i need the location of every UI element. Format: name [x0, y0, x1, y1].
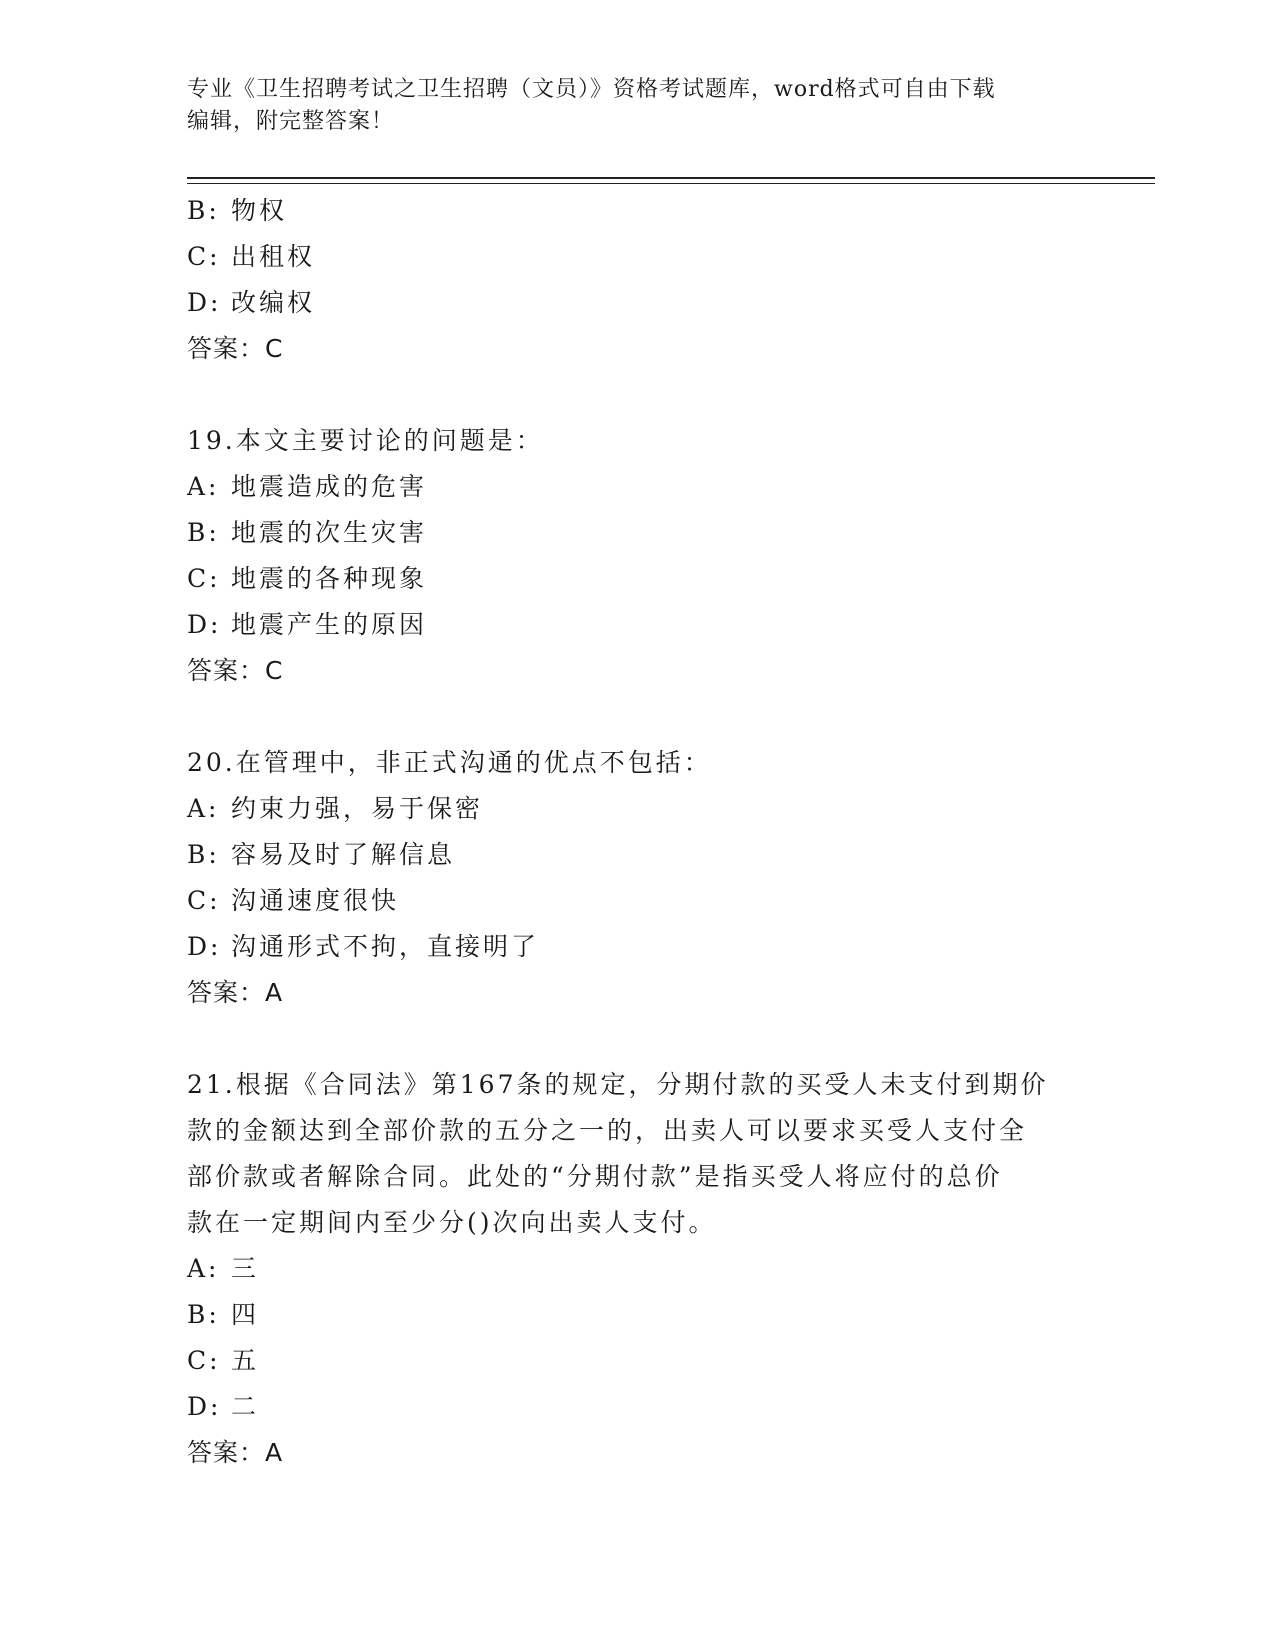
question-stem-line: 21.根据《合同法》第167条的规定，分期付款的买受人未支付到期价: [187, 1070, 1049, 1099]
option-letter: B:: [187, 196, 220, 225]
question-list: [187, 188, 1087, 1476]
option-letter: D:: [187, 932, 222, 961]
option-d: [187, 924, 1087, 970]
option-text: 五: [231, 1346, 260, 1375]
option-letter: B:: [187, 840, 220, 869]
option-text: 约束力强，易于保密: [231, 794, 484, 823]
option-letter: C:: [187, 886, 221, 915]
header-line-1: 专业《卫生招聘考试之卫生招聘（文员）》资格考试题库，word格式可自由下载: [187, 77, 996, 102]
option-text: 四: [231, 1300, 260, 1329]
option-a: [187, 464, 1087, 510]
answer-line: 答案：A: [187, 978, 284, 1007]
option-text: 沟通形式不拘，直接明了: [231, 932, 540, 961]
option-d: [187, 280, 1087, 326]
question-stem: 19.本文主要讨论的问题是：: [187, 426, 544, 455]
option-text: 改编权: [231, 288, 316, 317]
option-text: 地震的次生灾害: [231, 518, 428, 547]
spacer: [187, 694, 1087, 740]
question-stem-line: 部价款或者解除合同。此处的“分期付款”是指买受人将应付的总价: [187, 1162, 1003, 1191]
question-stem-line: 款的金额达到全部价款的五分之一的，出卖人可以要求买受人支付全: [187, 1116, 1028, 1145]
option-text: 容易及时了解信息: [231, 840, 456, 869]
option-letter: C:: [187, 564, 221, 593]
question-19: [187, 418, 1087, 694]
spacer: [187, 1016, 1087, 1062]
option-c: [187, 878, 1087, 924]
option-text: 地震造成的危害: [231, 472, 428, 501]
option-text: 物权: [231, 196, 288, 225]
document-header: [187, 74, 1077, 138]
option-b: [187, 188, 1087, 234]
question-21: [187, 1062, 1087, 1476]
option-letter: C:: [187, 242, 221, 271]
answer-line: 答案：C: [187, 656, 284, 685]
option-letter: B:: [187, 518, 220, 547]
option-b: [187, 1292, 1087, 1338]
option-text: 二: [231, 1392, 260, 1421]
option-text: 沟通速度很快: [231, 886, 400, 915]
option-text: 三: [231, 1254, 260, 1283]
answer-line: 答案：C: [187, 334, 284, 363]
option-letter: D:: [187, 1392, 222, 1421]
option-text: 地震产生的原因: [231, 610, 428, 639]
option-a: [187, 1246, 1087, 1292]
option-b: [187, 510, 1087, 556]
answer-line: 答案：A: [187, 1438, 284, 1467]
option-letter: A:: [187, 794, 220, 823]
question-stem-line: 款在一定期间内至少分()次向出卖人支付。: [187, 1208, 717, 1237]
option-letter: B:: [187, 1300, 220, 1329]
question-stem: 20.在管理中，非正式沟通的优点不包括：: [187, 748, 712, 777]
question-20: [187, 740, 1087, 1016]
option-letter: C:: [187, 1346, 221, 1375]
option-letter: A:: [187, 1254, 220, 1283]
option-letter: D:: [187, 610, 222, 639]
option-letter: A:: [187, 472, 220, 501]
option-c: [187, 1338, 1087, 1384]
option-text: 地震的各种现象: [231, 564, 428, 593]
option-c: [187, 556, 1087, 602]
option-a: [187, 786, 1087, 832]
header-divider-thick: [187, 177, 1155, 179]
option-text: 出租权: [231, 242, 316, 271]
option-b: [187, 832, 1087, 878]
option-letter: D:: [187, 288, 222, 317]
spacer: [187, 372, 1087, 418]
header-line-2: 编辑，附完整答案！: [187, 109, 395, 134]
option-d: [187, 1384, 1087, 1430]
header-divider-thin: [187, 183, 1155, 184]
question-18-continuation: [187, 188, 1087, 372]
option-d: [187, 602, 1087, 648]
option-c: [187, 234, 1087, 280]
